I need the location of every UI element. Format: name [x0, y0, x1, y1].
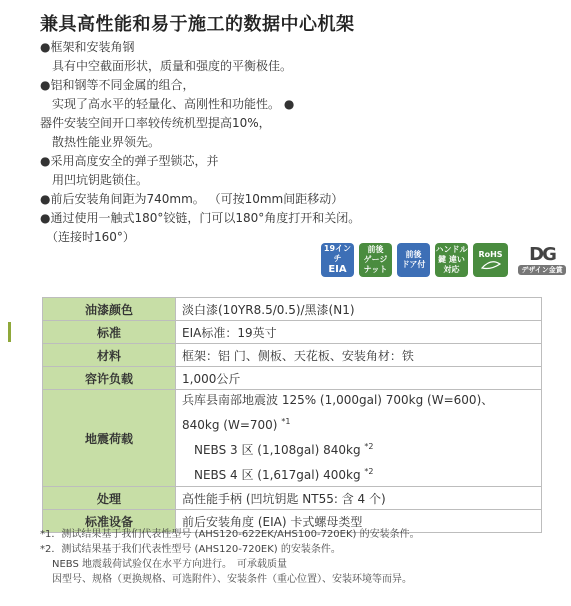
- footnote-mark: *1: [281, 417, 291, 426]
- seismic-text: 840kg (W=700): [182, 418, 278, 432]
- spec-value: EIA标准：19英寸: [176, 321, 542, 344]
- spec-label: 油漆颜色: [43, 298, 176, 321]
- spec-label: 材料: [43, 344, 176, 367]
- design-award-badge-icon: [513, 243, 571, 277]
- spec-table: [42, 297, 542, 533]
- page-title: 兼具高性能和易于施工的数据中心机架: [40, 14, 355, 35]
- design-award-logo: DG: [529, 244, 555, 265]
- seismic-line: [182, 436, 535, 461]
- handle-lock-badge-icon: [435, 243, 468, 277]
- badge-text: ナット: [363, 265, 388, 274]
- spec-label: 标准设备: [43, 510, 176, 533]
- footnotes: [40, 527, 420, 587]
- footnote: NEBS 地震载荷试验仅在水平方向进行。 可承载质量: [52, 559, 288, 570]
- spec-value: 淡白漆(10YR8.5/0.5)/黑漆(N1): [176, 298, 542, 321]
- badge-text: EIA: [328, 264, 347, 275]
- table-row: [43, 321, 542, 344]
- feature-line: ●框架和安装角钢: [40, 40, 135, 54]
- seismic-line: [182, 411, 535, 436]
- table-row: [43, 298, 542, 321]
- feature-line: 实现了高水平的轻量化、高刚性和功能性。 ●: [40, 97, 295, 111]
- badge-text: 前後: [367, 245, 384, 254]
- badge-text: 対応: [443, 265, 460, 274]
- badge-text: ドア付: [401, 260, 426, 269]
- footnote: *2．测试结果基于我们代表性型号 (AHS120-720EK) 的安装条件。: [40, 544, 341, 555]
- section-marker: [8, 322, 11, 342]
- badge-text: 前後: [405, 250, 422, 259]
- table-row: [43, 390, 542, 487]
- spec-label: 处理: [43, 487, 176, 510]
- rohs-badge-icon: [473, 243, 508, 277]
- feature-line: ●前后安装角间距为740mm。 （可按10mm间距移动）: [40, 192, 344, 206]
- spec-value: 前后安装角度 (EIA) 卡式螺母类型: [176, 510, 542, 533]
- spec-value: 框架：铝 门、侧板、天花板、安装角材：铁: [176, 344, 542, 367]
- seismic-text: NEBS 4 区 (1,617gal) 400kg: [194, 468, 361, 482]
- seismic-text: NEBS 3 区 (1,108gal) 840kg: [194, 443, 361, 457]
- seismic-line: 兵库县南部地震波 125% (1,000gal) 700kg (W=600)、: [182, 393, 494, 407]
- spec-value: 1,000公斤: [176, 367, 542, 390]
- spec-label: 容许负载: [43, 367, 176, 390]
- gauge-nut-badge-icon: [359, 243, 392, 277]
- spec-label: 地震荷载: [43, 390, 176, 487]
- badge-text: 19インチ: [323, 244, 352, 263]
- feature-badges: [321, 243, 571, 277]
- feature-line: ●铝和钢等不同金属的组合，: [40, 78, 195, 92]
- footnote: 因型号、规格（更换规格、可选附件）、安装条件（重心位置）、安装环境等而异。: [52, 574, 412, 585]
- spec-value-seismic: [176, 390, 542, 487]
- seismic-line: [182, 461, 535, 486]
- table-row: [43, 487, 542, 510]
- feature-list: [40, 38, 540, 247]
- feature-line: 用凹坑钥匙锁住。: [40, 173, 149, 187]
- badge-text: デザイン金賞: [518, 265, 566, 275]
- badge-text: ハンドル: [435, 245, 468, 254]
- footnote: *1．测试结果基于我们代表性型号 (AHS120-622EK/AHS100-720EK) 的安装条件。: [40, 529, 420, 540]
- feature-line: 散热性能业界领先。: [40, 135, 161, 149]
- badge-text: ゲージ: [363, 255, 388, 264]
- badge-text: RoHS: [478, 250, 503, 259]
- feature-line: （连接时160°）: [40, 230, 135, 244]
- leaf-icon: [480, 260, 502, 270]
- footnote-mark: *2: [364, 467, 374, 476]
- spec-value: 高性能手柄 (凹坑钥匙 NT55: 含 4 个): [176, 487, 542, 510]
- table-row: [43, 367, 542, 390]
- footnote-mark: *2: [364, 442, 374, 451]
- door-badge-icon: [397, 243, 430, 277]
- table-row: [43, 344, 542, 367]
- badge-text: 鍵 違い: [438, 255, 465, 264]
- spec-label: 标准: [43, 321, 176, 344]
- feature-line: ●通过使用一触式180°铰链，门可以180°角度打开和关闭。: [40, 211, 361, 225]
- feature-line: ●采用高度安全的弹子型锁芯，并: [40, 154, 219, 168]
- feature-line: 具有中空截面形状，质量和强度的平衡极佳。: [40, 59, 293, 73]
- feature-line: 器件安装空间开口率较传统机型提高10%，: [40, 116, 271, 130]
- eia-badge-icon: [321, 243, 354, 277]
